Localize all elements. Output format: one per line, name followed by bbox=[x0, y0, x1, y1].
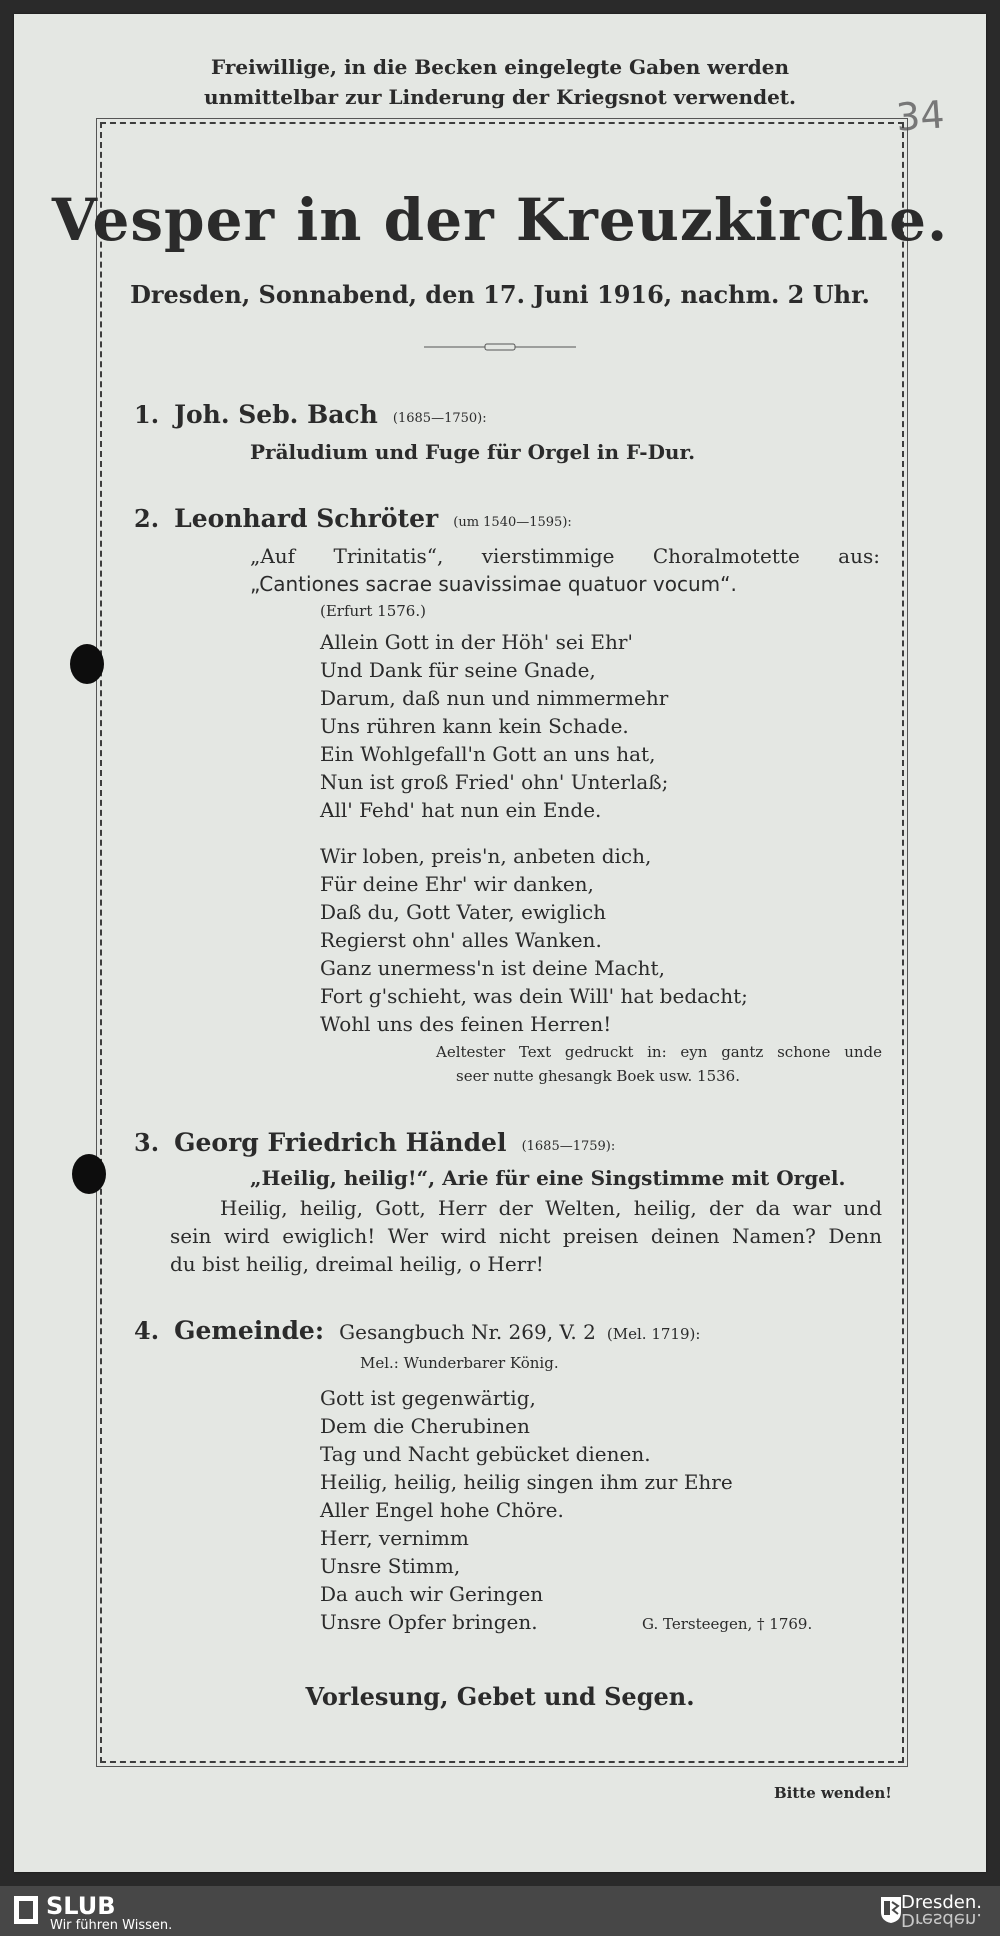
work-source: (Erfurt 1576.) bbox=[320, 602, 426, 620]
poem-line: All' Fehd' hat nun ein Ende. bbox=[320, 798, 602, 822]
punch-hole bbox=[70, 644, 104, 684]
hymn-reference: Gesangbuch Nr. 269, V. 2 bbox=[339, 1320, 596, 1344]
dresden-logo-text bbox=[901, 1894, 982, 1928]
hymn-verse bbox=[320, 1384, 733, 1636]
page-title: Vesper in der Kreuzkirche. bbox=[51, 186, 949, 254]
poem-line: Wir loben, preis'n, anbeten dich, bbox=[320, 844, 652, 868]
poem-line: Heilig, heilig, heilig singen ihm zur Ehre bbox=[320, 1470, 733, 1494]
source-note-line-1: Aeltester Text gedruckt in: eyn gantz schone unde bbox=[436, 1043, 882, 1061]
page-subtitle: Dresden, Sonnabend, den 17. Juni 1916, nachm. 2 Uhr. bbox=[130, 280, 870, 309]
donation-notice-line-2: unmittelbar zur Linderung der Kriegsnot verwendet. bbox=[203, 85, 796, 109]
program-sheet bbox=[14, 14, 986, 1872]
work-title: „Heilig, heilig!“, Arie für eine Singstimme mit Orgel. bbox=[250, 1166, 846, 1190]
work-title: Präludium und Fuge für Orgel in F-Dur. bbox=[250, 440, 696, 464]
poem-line: Darum, daß nun und nimmermehr bbox=[320, 686, 669, 710]
slub-tagline: Wir führen Wissen. bbox=[50, 1918, 173, 1933]
poem-line: Ganz unermess'n ist deine Macht, bbox=[320, 956, 665, 980]
poem-line: Wohl uns des feinen Herren! bbox=[320, 1012, 612, 1036]
source-note bbox=[436, 1040, 882, 1088]
program-item-haendel bbox=[134, 1128, 615, 1157]
item-number: 3. bbox=[134, 1128, 160, 1157]
ornament-divider bbox=[424, 342, 576, 352]
poem-line: Dem die Cherubinen bbox=[320, 1414, 530, 1438]
item-number: 1. bbox=[134, 400, 160, 429]
poem-line: Uns rühren kann kein Schade. bbox=[320, 714, 629, 738]
handwritten-page-number: 34 bbox=[894, 92, 946, 140]
poem-line: Unsre Stimm, bbox=[320, 1554, 461, 1578]
program-item-bach bbox=[134, 400, 487, 429]
hymn-author: G. Tersteegen, † 1769. bbox=[642, 1615, 813, 1633]
composer-dates: (um 1540—1595): bbox=[453, 515, 572, 530]
punch-hole bbox=[72, 1154, 106, 1194]
dresden-crest-icon bbox=[880, 1896, 902, 1924]
poem-line: Aller Engel hohe Chöre. bbox=[320, 1498, 564, 1522]
poem-line: Daß du, Gott Vater, ewiglich bbox=[320, 900, 607, 924]
hymn-date: (Mel. 1719): bbox=[606, 1325, 701, 1343]
poem-line: Für deine Ehr' wir danken, bbox=[320, 872, 594, 896]
poem-line: Und Dank für seine Gnade, bbox=[320, 658, 596, 682]
choral-stanza-1 bbox=[320, 628, 668, 824]
choral-stanza-2 bbox=[320, 842, 748, 1038]
composer-name: Georg Friedrich Händel bbox=[174, 1128, 507, 1157]
program-item-gemeinde bbox=[134, 1316, 700, 1346]
closing-line: Vorlesung, Gebet und Segen. bbox=[305, 1682, 695, 1711]
item-number: 4. bbox=[134, 1316, 160, 1345]
poem-line: Allein Gott in der Höh' sei Ehr' bbox=[320, 630, 633, 654]
aria-text-line-2: sein wird ewiglich! Wer wird nicht preisen deinen Namen? Denn bbox=[170, 1224, 882, 1248]
composer-name: Leonhard Schröter bbox=[174, 504, 439, 533]
item-number: 2. bbox=[134, 504, 160, 533]
poem-line: Nun ist groß Fried' ohn' Unterlaß; bbox=[320, 770, 669, 794]
composer-name: Joh. Seb. Bach bbox=[174, 400, 378, 429]
aria-text-line-1: Heilig, heilig, Gott, Herr der Welten, heilig, der da war und bbox=[220, 1196, 882, 1220]
poem-line: Ein Wohlgefall'n Gott an uns hat, bbox=[320, 742, 656, 766]
poem-line: Gott ist gegenwärtig, bbox=[320, 1386, 536, 1410]
melody-note: Mel.: Wunderbarer König. bbox=[360, 1354, 559, 1372]
program-item-schroeter bbox=[134, 504, 572, 533]
poem-line: Fort g'schieht, was dein Will' hat bedacht; bbox=[320, 984, 748, 1008]
dresden-logo-line-1: Dresden. bbox=[901, 1892, 982, 1913]
turn-over-note: Bitte wenden! bbox=[774, 1784, 892, 1802]
poem-line: Herr, vernimm bbox=[320, 1526, 469, 1550]
aria-text-line-3: du bist heilig, dreimal heilig, o Herr! bbox=[170, 1252, 544, 1276]
slub-brand: SLUB bbox=[46, 1892, 116, 1920]
poem-line: Regierst ohn' alles Wanken. bbox=[320, 928, 602, 952]
composer-dates: (1685—1750): bbox=[392, 411, 487, 426]
slub-footer-bar bbox=[0, 1886, 1000, 1936]
work-title: „Auf Trinitatis“, vierstimmige Choralmotette aus: bbox=[250, 544, 880, 568]
composer-dates: (1685—1759): bbox=[521, 1139, 616, 1154]
section-label: Gemeinde: bbox=[174, 1316, 325, 1345]
donation-notice bbox=[14, 52, 986, 112]
dresden-logo-line-2: Dresden. bbox=[901, 1909, 982, 1930]
source-note-line-2: seer nutte ghesangk Boek usw. 1536. bbox=[456, 1067, 740, 1085]
work-subtitle: „Cantiones sacrae suavissimae quatuor vocum“. bbox=[250, 572, 737, 596]
donation-notice-line-1: Freiwillige, in die Becken eingelegte Gaben werden bbox=[211, 55, 789, 79]
slub-logo-icon bbox=[14, 1896, 38, 1924]
poem-line: Da auch wir Geringen bbox=[320, 1582, 544, 1606]
poem-line: Unsre Opfer bringen. bbox=[320, 1610, 538, 1634]
poem-line: Tag und Nacht gebücket dienen. bbox=[320, 1442, 651, 1466]
